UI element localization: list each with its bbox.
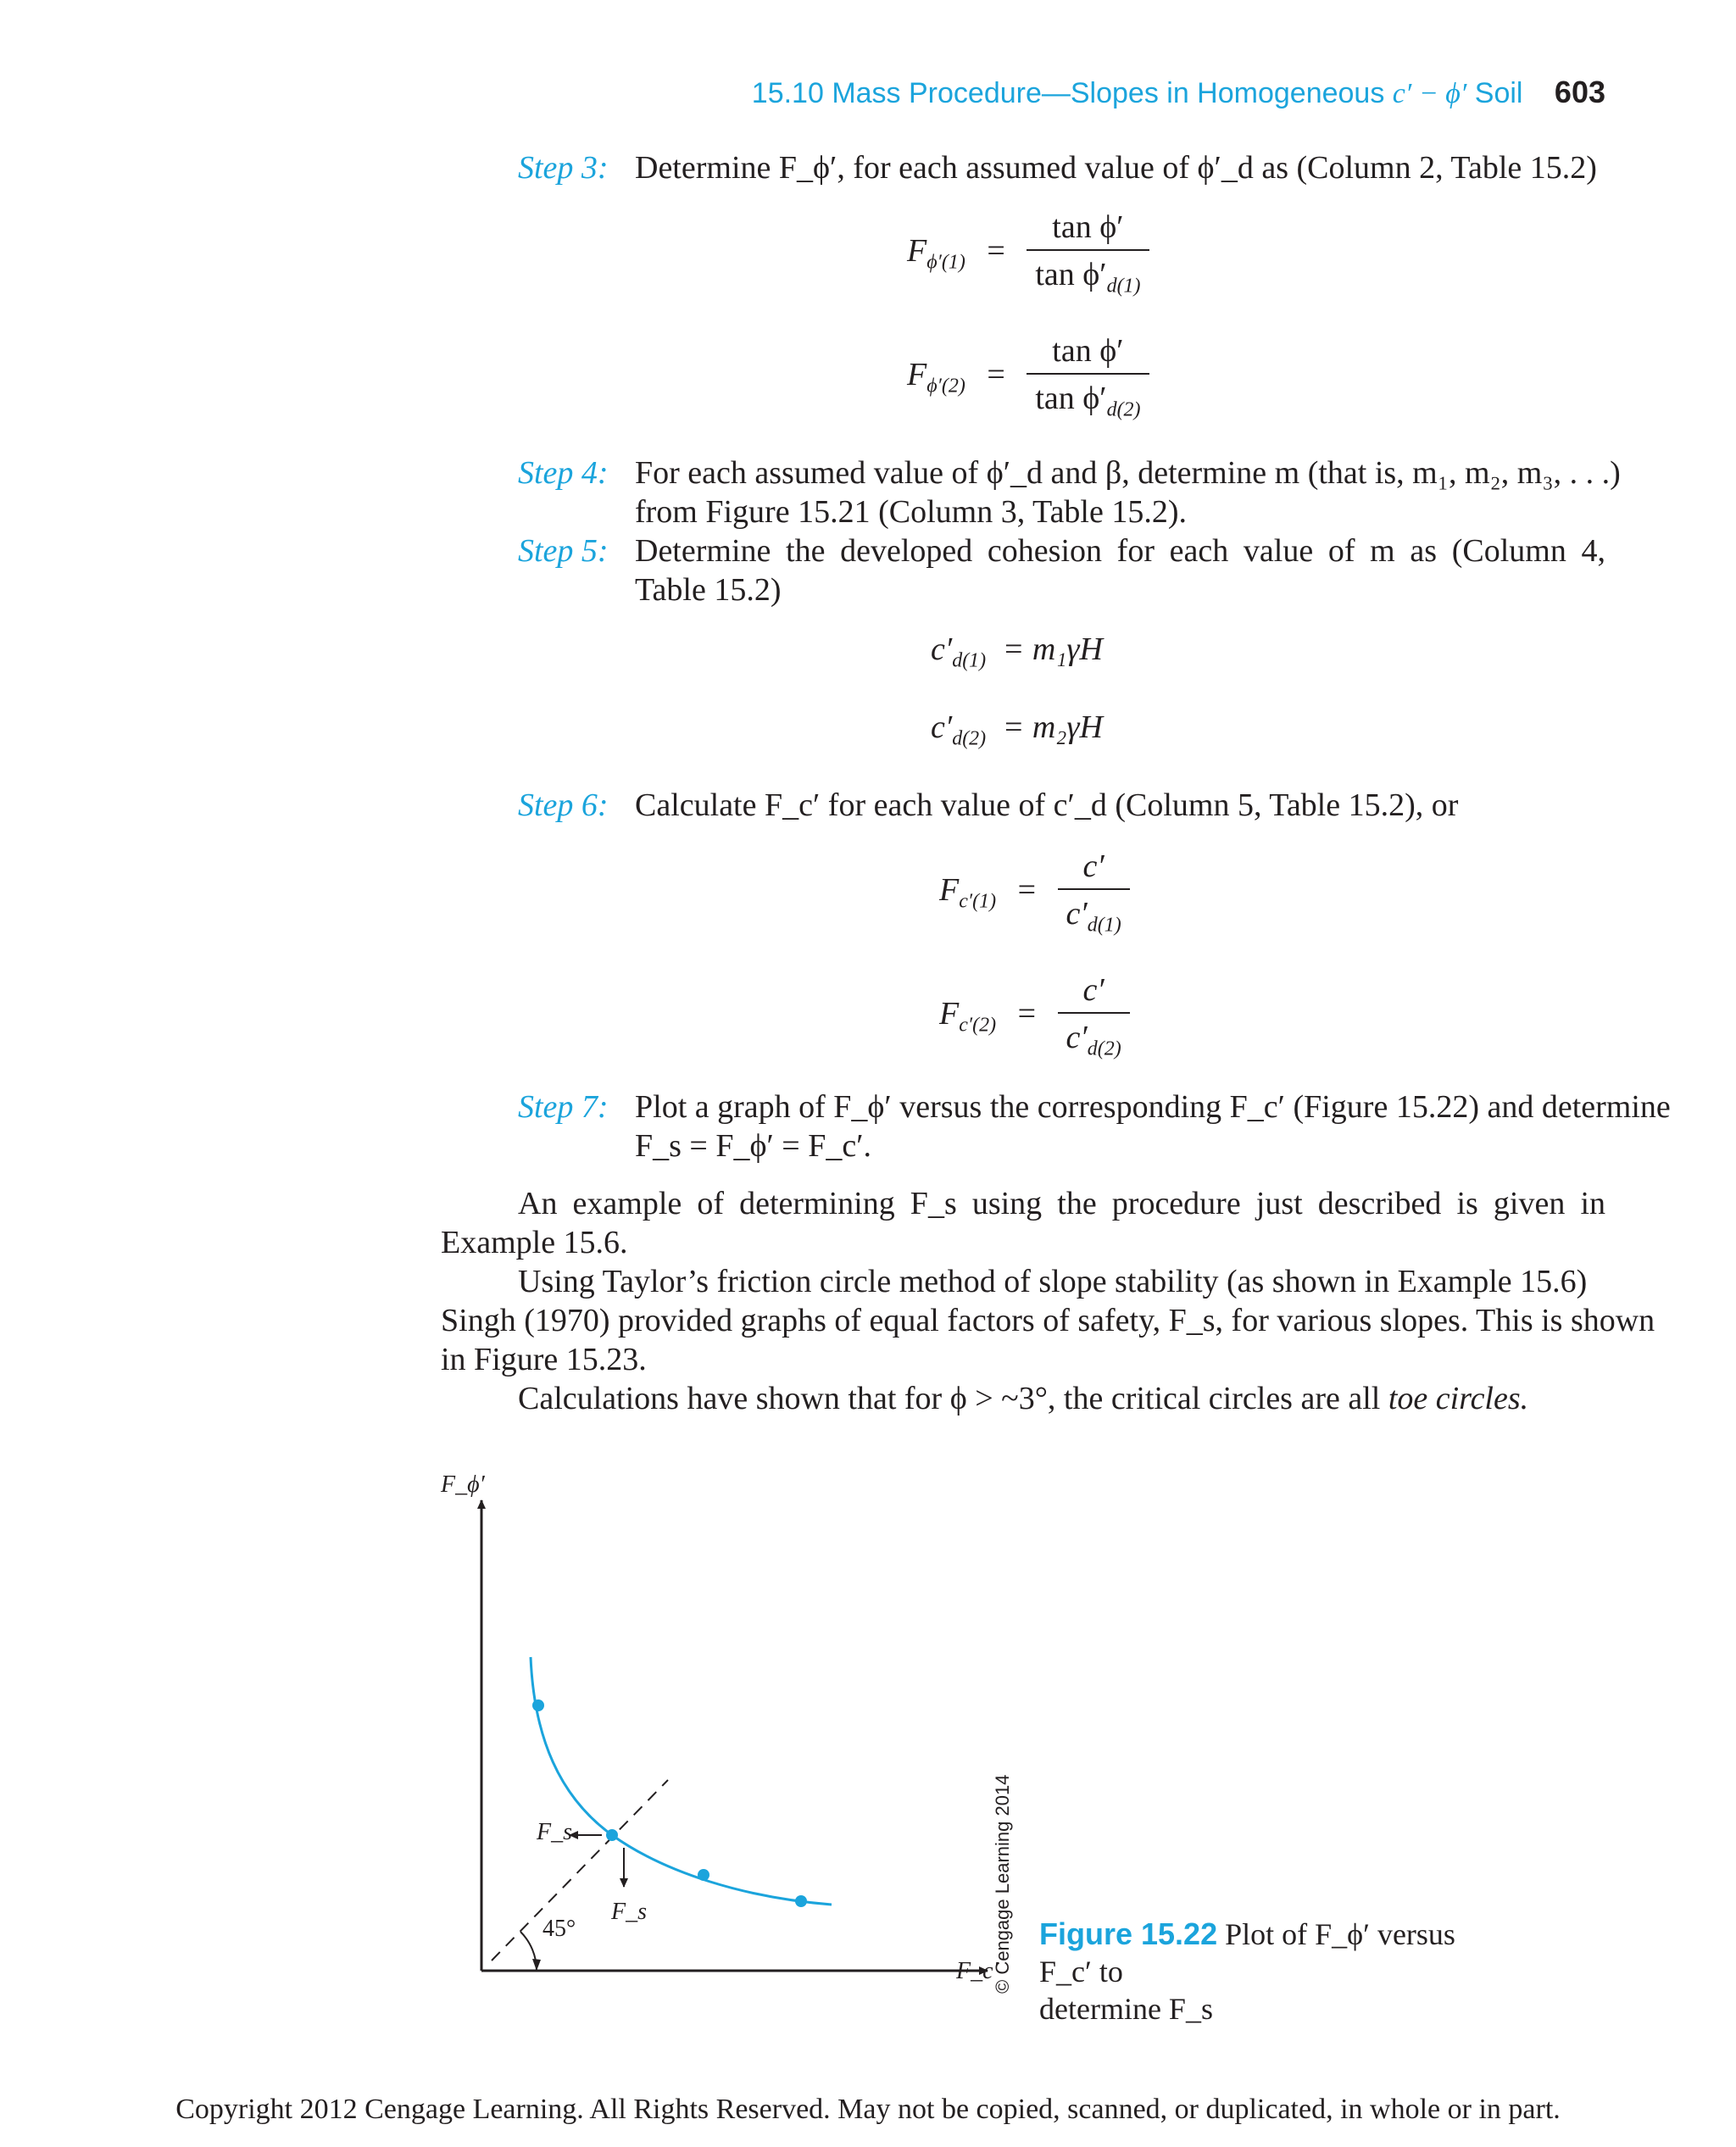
copyright-vertical: © Cengage Learning 2014 [992,1774,1013,1994]
paragraph-2-line2: Singh (1970) provided graphs of equal factors of safety, F_s, for various slopes. This is shown [441,1303,1655,1338]
equation-fc-2 [939,971,1130,1061]
equation-cd-2: $c'_{d(2)} = m_2\gamma H$ [931,709,1103,750]
fs-curve [531,1657,832,1905]
eq-fraction [1058,971,1130,1061]
eq-denominator: $c'_{d(1)}$ [1066,896,1121,937]
eq-numerator: c′ [1058,848,1130,890]
step-6-text: Calculate F_c′ for each value of c′_d (Column 5, Table 15.2), or [635,787,1459,823]
paragraph-2-line3: in Figure 15.23. [441,1342,647,1377]
eq-lhs: $F_{\phi'(1)}$ [907,232,965,274]
x-axis-label: F_c′ [956,1958,999,1984]
eq-lhs: $F_{c'(2)}$ [939,995,997,1037]
equals-sign: = [1017,995,1037,1032]
eq-fraction [1027,332,1149,422]
step-3-label: Step 3: [518,150,609,186]
fs-label-down: F_s [611,1899,647,1925]
step-5-text-line2: Table 15.2) [635,572,782,608]
figure-15-22-plot [424,1475,1034,2017]
figure-caption [1039,1916,1514,2027]
figure-number: Figure 15.22 [1039,1916,1218,1951]
paragraph-2-line1: Using Taylor’s friction circle method of slope stability (as shown in Example 15.6) [518,1264,1588,1299]
eq-denominator: $c'_{d(2)}$ [1066,1020,1121,1060]
angle-arc [520,1932,537,1971]
caption-text-2: determine F_s [1039,1992,1213,2026]
fs-label-left: F_s [537,1819,572,1845]
eq-lhs: $F_{\phi'(2)}$ [907,356,965,398]
section-title-math: c′ − ϕ′ [1392,78,1467,109]
data-point-2 [698,1869,709,1881]
equals-sign: = [987,356,1005,392]
data-point-1 [532,1699,544,1711]
caption-text-1: Plot of F_ϕ′ versus F_c′ to [1039,1917,1455,1988]
section-title-end: Soil [1474,77,1523,109]
eq-rhs: = m₂γH [1002,709,1103,745]
equation-fphi-1 [907,209,1149,298]
paragraph-1-line1: An example of determining F_s using the procedure just described is given in [518,1186,1605,1221]
eq-fraction [1058,848,1130,937]
step-3-text: Determine F_ϕ′, for each assumed value of ϕ′_d as (Column 2, Table 15.2) [635,150,1597,186]
step-5-text-line1: Determine the developed cohesion for each value of m as (Column 4, [635,533,1605,569]
data-point-3 [795,1895,807,1907]
eq-denominator: $\tan \phi'_{d(1)}$ [1035,257,1141,298]
equals-sign: = [1017,871,1037,908]
eq-lhs: $F_{c'(1)}$ [939,871,997,913]
equation-cd-1: $c'_{d(1)} = m_1\gamma H$ [931,631,1103,672]
step-4-label: Step 4: [518,455,609,491]
data-point-fs [606,1829,618,1841]
angle-arc-arrow [532,1959,541,1971]
step-7-text-line1: Plot a graph of F_ϕ′ versus the corresponding F_c′ (Figure 15.22) and determine [635,1089,1671,1125]
equals-sign: = [987,232,1005,269]
eq-rhs: = m₁γH [1002,631,1103,667]
step-4-text-line2: from Figure 15.21 (Column 3, Table 15.2). [635,494,1188,530]
paragraph-1-line2: Example 15.6. [441,1225,628,1260]
eq-numerator: tan ϕ′ [1027,332,1149,375]
copyright-footer: Copyright 2012 Cengage Learning. All Rights Reserved. May not be copied, scanned, or duplicated, in whole or in part. [175,2094,1561,2125]
equation-fphi-2 [907,332,1149,422]
angle-label: 45° [542,1916,576,1942]
step-7-text-line2: F_s = F_ϕ′ = F_c′. [635,1128,872,1164]
page-number: 603 [1554,75,1605,109]
eq-denominator: $\tan \phi'_{d(2)}$ [1035,381,1141,421]
step-7-label: Step 7: [518,1089,609,1125]
section-title: 15.10 Mass Procedure—Slopes in Homogeneous [751,77,1385,109]
step-4-text-line1: For each assumed value of ϕ′_d and β, determine m (that is, m₁, m₂, m₃, . . .) [635,455,1621,491]
step-5-label: Step 5: [518,533,609,569]
eq-numerator: tan ϕ′ [1027,209,1149,251]
running-header [0,75,1605,110]
paragraph-3: Calculations have shown that for ϕ > ~3°, the critical circles are all toe circles. [518,1381,1529,1416]
equation-fc-1 [939,848,1130,937]
eq-fraction [1027,209,1149,298]
y-axis-label: F_ϕ′ [441,1471,485,1498]
step-6-label: Step 6: [518,787,609,823]
eq-numerator: c′ [1058,971,1130,1014]
